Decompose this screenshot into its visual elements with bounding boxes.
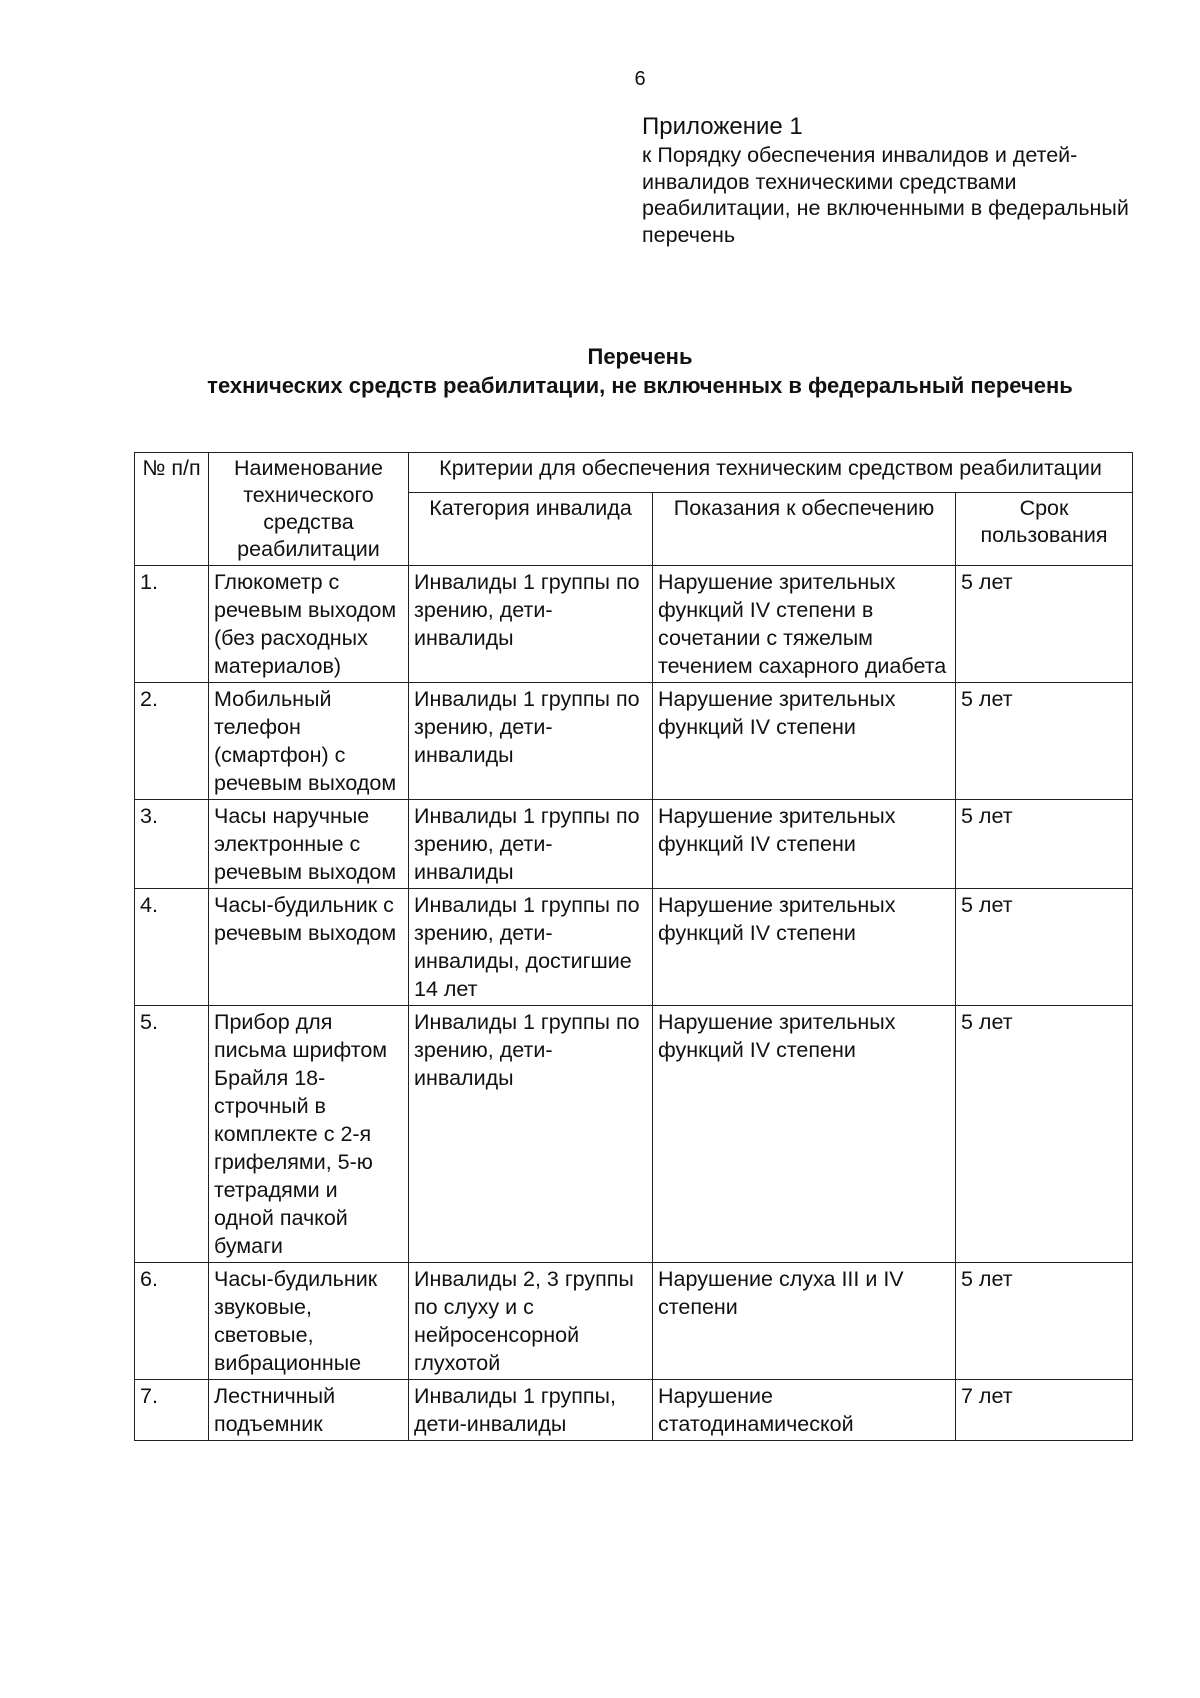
row-name: Часы-будильник звуковые, световые, вибрационные [209,1263,409,1380]
header-number: № п/п [135,453,209,566]
table-header-row [135,453,1133,493]
row-name: Глюкометр с речевым выходом (без расходных материалов) [209,566,409,683]
row-number: 5. [135,1006,209,1263]
rehabilitation-means-table [134,452,1133,1441]
row-name: Лестничный подъемник [209,1380,409,1441]
row-indications: Нарушение слуха III и IV степени [653,1263,956,1380]
row-category: Инвалиды 1 группы по зрению, дети-инвалиды [409,566,653,683]
header-category: Категория инвалида [409,492,653,565]
row-term: 7 лет [956,1380,1133,1441]
table-row [135,566,1133,683]
row-category: Инвалиды 1 группы по зрению, дети-инвалиды, достигшие 14 лет [409,889,653,1006]
annex-title: Приложение 1 [642,113,803,140]
row-name: Прибор для письма шрифтом Брайля 18-строчный в комплекте с 2-я грифелями, 5-ю тетрадями и одной пачкой бумаги [209,1006,409,1263]
document-title [120,342,1160,400]
row-category: Инвалиды 1 группы, дети-инвалиды [409,1380,653,1441]
row-term: 5 лет [956,800,1133,889]
table-row [135,1380,1133,1441]
table-row [135,1006,1133,1263]
header-indications: Показания к обеспечению [653,492,956,565]
row-term: 5 лет [956,566,1133,683]
table-row [135,1263,1133,1380]
row-number: 6. [135,1263,209,1380]
row-number: 2. [135,683,209,800]
row-indications: Нарушение зрительных функций IV степени [653,889,956,1006]
document-title-line-2: технических средств реабилитации, не включенных в федеральный перечень [207,373,1073,398]
header-name: Наименование технического средства реабилитации [209,453,409,566]
row-indications: Нарушение зрительных функций IV степени в сочетании с тяжелым течением сахарного диабета [653,566,956,683]
annex-text: к Порядку обеспечения инвалидов и детей-инвалидов техническими средствами реабилитации, не включенными в федеральный перечень [642,143,1129,247]
row-indications: Нарушение зрительных функций IV степени [653,1006,956,1263]
row-name: Часы-будильник с речевым выходом [209,889,409,1006]
row-term: 5 лет [956,1263,1133,1380]
header-term: Срок пользования [956,492,1133,565]
page-number: 6 [634,68,646,90]
header-criteria: Критерии для обеспечения техническим средством реабилитации [409,453,1133,493]
row-number: 1. [135,566,209,683]
row-number: 3. [135,800,209,889]
row-term: 5 лет [956,889,1133,1006]
row-number: 7. [135,1380,209,1441]
annex-block [642,112,1162,248]
row-term: 5 лет [956,683,1133,800]
document-title-line-1: Перечень [587,344,693,369]
row-name: Мобильный телефон (смартфон) с речевым выходом [209,683,409,800]
table-row [135,889,1133,1006]
table-row [135,683,1133,800]
table-row [135,800,1133,889]
row-indications: Нарушение зрительных функций IV степени [653,800,956,889]
row-name: Часы наручные электронные с речевым выходом [209,800,409,889]
row-category: Инвалиды 1 группы по зрению, дети-инвалиды [409,1006,653,1263]
row-category: Инвалиды 2, 3 группы по слуху и с нейросенсорной глухотой [409,1263,653,1380]
row-category: Инвалиды 1 группы по зрению, дети-инвалиды [409,683,653,800]
row-term: 5 лет [956,1006,1133,1263]
row-category: Инвалиды 1 группы по зрению, дети-инвалиды [409,800,653,889]
row-number: 4. [135,889,209,1006]
row-indications: Нарушение зрительных функций IV степени [653,683,956,800]
row-indications: Нарушение статодинамической [653,1380,956,1441]
